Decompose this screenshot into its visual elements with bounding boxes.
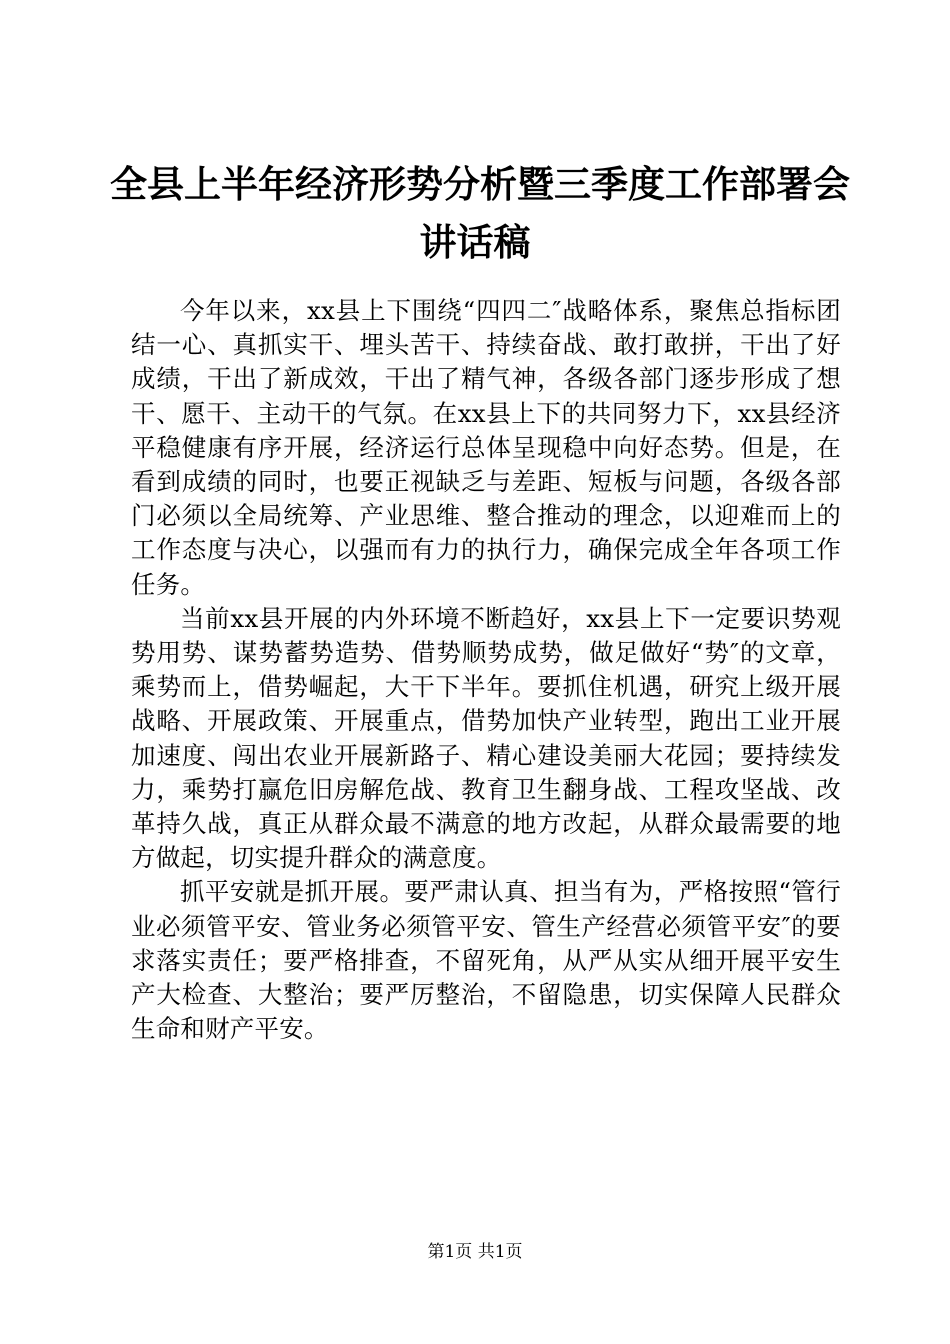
paragraph-2: 当前xx县开展的内外环境不断趋好，xx县上下一定要识势观势用势、谋势蓄势造势、借势顺势成势，做足做好“势″的文章，乘势而上，借势崛起，大干下半年。要抓住机遇，研究上级开展战略、开展政策、开展重点，借势加快产业转型，跑出工业开展加速度、闯出农业开展新路子、精心建设美丽大花园；要持续发力，乘势打赢危旧房解危战、教育卫生翻身战、工程攻坚战、改革持久战，真正从群众最不满意的地方改起，从群众最需要的地方做起，切实提升群众的满意度。 (131, 603, 841, 873)
document-body (131, 294, 841, 1046)
document-title-line-1: 全县上半年经济形势分析暨三季度工作部署会 (110, 163, 850, 206)
paragraph-3: 抓平安就是抓开展。要严肃认真、担当有为，严格按照“管行业必须管平安、管业务必须管平安、管生产经营必须管平安″的要求落实责任；要严格排查，不留死角，从严从实从细开展平安生产大检查、大整治；要严厉整治，不留隐患，切实保障人民群众生命和财产平安。 (131, 877, 841, 1044)
document-title-line-2: 讲话稿 (419, 221, 531, 264)
page-number-footer: 第1页 共1页 (427, 1242, 523, 1262)
paragraph-1: 今年以来，xx县上下围绕“四四二″战略体系，聚焦总指标团结一心、真抓实干、埋头苦干、持续奋战、敢打敢拼，干出了好成绩，干出了新成效，干出了精气神，各级各部门逐步形成了想干、愿干、主动干的气氛。在xx县上下的共同努力下，xx县经济平稳健康有序开展，经济运行总体呈现稳中向好态势。但是，在看到成绩的同时，也要正视缺乏与差距、短板与问题，各级各部门必须以全局统筹、产业思维、整合推动的理念，以迎难而上的工作态度与决心，以强而有力的执行力，确保完成全年各项工作任务。 (131, 296, 841, 599)
